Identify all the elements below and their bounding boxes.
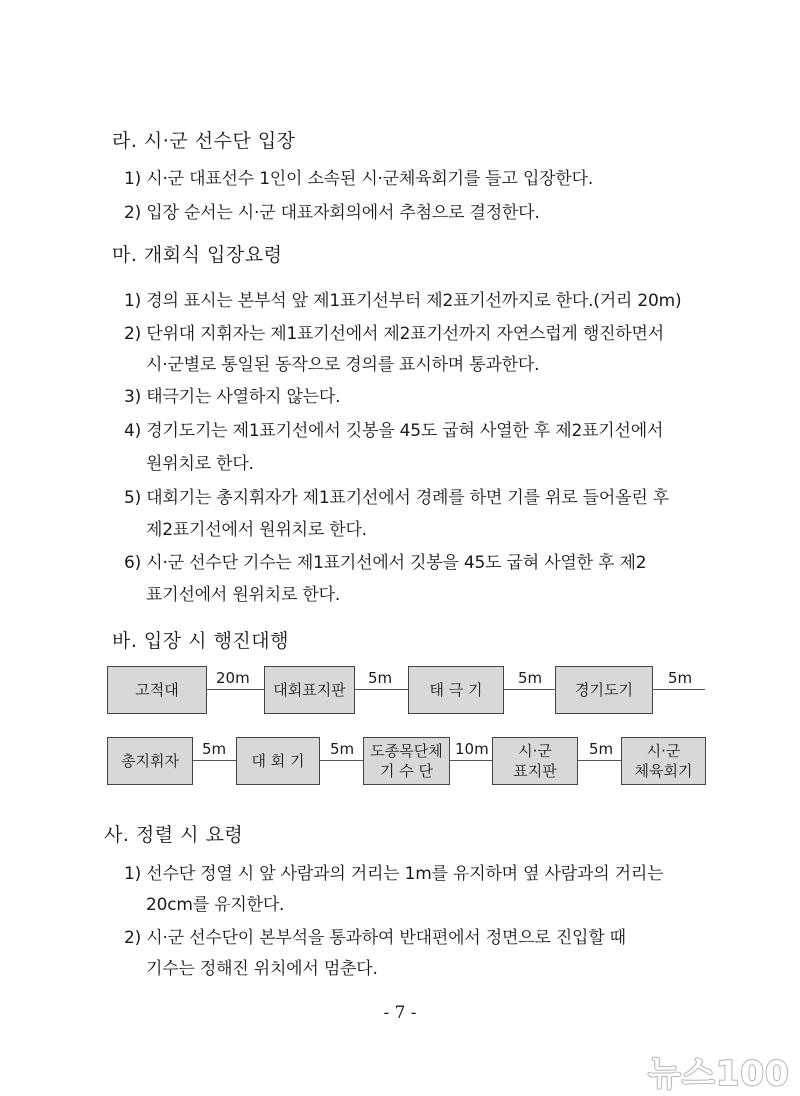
box-label-line-1: 시·군 (518, 742, 552, 760)
box-label: 고적대 (135, 681, 179, 699)
distance-label: 10m (455, 740, 489, 758)
section-heading-ba: 바. 입장 시 행진대행 (112, 630, 289, 652)
distance-label: 5m (368, 669, 393, 687)
box-label: 대회표지판 (273, 681, 346, 699)
distance-label: 5m (668, 669, 693, 687)
item-text: 시·군 선수단 기수는 제1표기선에서 깃봉을 45도 굽혀 사열한 후 제2 (146, 553, 647, 573)
item-number: 3) (124, 387, 142, 407)
item-text-continued: 20cm를 유지한다. (146, 895, 285, 915)
item-text: 선수단 정열 시 앞 사람과의 거리는 1m를 유지하며 옆 사람과의 거리는 (146, 864, 664, 884)
item-number: 1) (124, 291, 142, 311)
item-text-continued: 표기선에서 원위치로 한다. (146, 585, 341, 605)
list-item (124, 483, 669, 508)
box-label-line-2: 체육회기 (634, 762, 693, 780)
connector-line (450, 760, 492, 761)
list-item (124, 548, 646, 573)
box-event-flag (236, 737, 320, 785)
item-text: 경기도기는 제1표기선에서 깃봉을 45도 굽혀 사열한 후 제2표기선에서 (146, 421, 664, 441)
list-item (124, 382, 340, 407)
box-label: 총지휘자 (121, 752, 179, 770)
connector-line (504, 689, 555, 690)
distance-label: 5m (330, 740, 355, 758)
item-number: 6) (124, 553, 142, 573)
distance-label: 20m (216, 669, 250, 687)
list-item (124, 319, 664, 344)
item-number: 2) (124, 324, 142, 344)
list-item (124, 859, 663, 884)
item-text: 태극기는 사열하지 않는다. (146, 387, 341, 407)
distance-label: 5m (518, 669, 543, 687)
box-label: 대 회 기 (251, 752, 305, 770)
item-number: 2) (124, 928, 142, 948)
box-national-flag (408, 666, 504, 714)
item-text: 경의 표시는 본부석 앞 제1표기선부터 제2표기선까지로 한다.(거리 20m) (146, 291, 682, 311)
box-label-line-2: 기 수 단 (379, 762, 433, 780)
distance-label: 5m (202, 740, 227, 758)
list-item (124, 286, 681, 311)
connector-line (355, 689, 408, 690)
connector-line (653, 689, 705, 690)
box-label: 태 극 기 (429, 681, 483, 699)
item-number: 4) (124, 421, 142, 441)
list-item (124, 923, 626, 948)
watermark-logo: 뉴스100 (648, 1054, 790, 1094)
section-heading-ra: 라. 시·군 선수단 입장 (112, 130, 296, 152)
item-number: 1) (124, 864, 142, 884)
box-label-line-1: 도종목단체 (370, 742, 443, 760)
section-heading-sa: 사. 정렬 시 요령 (104, 824, 244, 846)
item-text-continued: 시·군별로 통일된 동작으로 경의를 표시하며 통과한다. (146, 355, 540, 375)
item-text-continued: 원위치로 한다. (146, 454, 254, 474)
box-sport-group-flagbearers (363, 737, 450, 785)
box-city-sports-flag (621, 737, 706, 785)
section-heading-ma: 마. 개회식 입장요령 (112, 244, 283, 266)
box-band (107, 666, 207, 714)
item-text: 시·군 선수단이 본부석을 통과하여 반대편에서 정면으로 진입할 때 (146, 928, 626, 948)
box-event-sign (264, 666, 355, 714)
box-label-line-1: 시·군 (646, 742, 681, 760)
item-text-continued: 기수는 정해진 위치에서 멈춘다. (146, 959, 378, 979)
item-number: 5) (124, 488, 142, 508)
box-commander (107, 737, 193, 785)
connector-line (578, 760, 621, 761)
page-number: - 7 - (383, 1003, 417, 1023)
item-text-continued: 제2표기선에서 원위치로 한다. (146, 520, 367, 540)
connector-line (320, 760, 363, 761)
connector-line (207, 689, 264, 690)
connector-line (193, 760, 236, 761)
box-city-sign (492, 737, 578, 785)
item-text: 대회기는 총지휘자가 제1표기선에서 경례를 하면 기를 위로 들어올린 후 (146, 488, 669, 508)
list-item (124, 416, 663, 441)
item-text: 단위대 지휘자는 제1표기선에서 제2표기선까지 자연스럽게 행진하면서 (146, 324, 664, 344)
list-item: 2) 입장 순서는 시·군 대표자회의에서 추첨으로 결정한다. (124, 203, 540, 223)
distance-label: 5m (589, 740, 614, 758)
box-label: 경기도기 (575, 681, 633, 699)
box-label-line-2: 표지판 (513, 762, 557, 780)
box-province-flag (555, 666, 653, 714)
list-item: 1) 시·군 대표선수 1인이 소속된 시·군체육회기를 들고 입장한다. (124, 169, 594, 189)
